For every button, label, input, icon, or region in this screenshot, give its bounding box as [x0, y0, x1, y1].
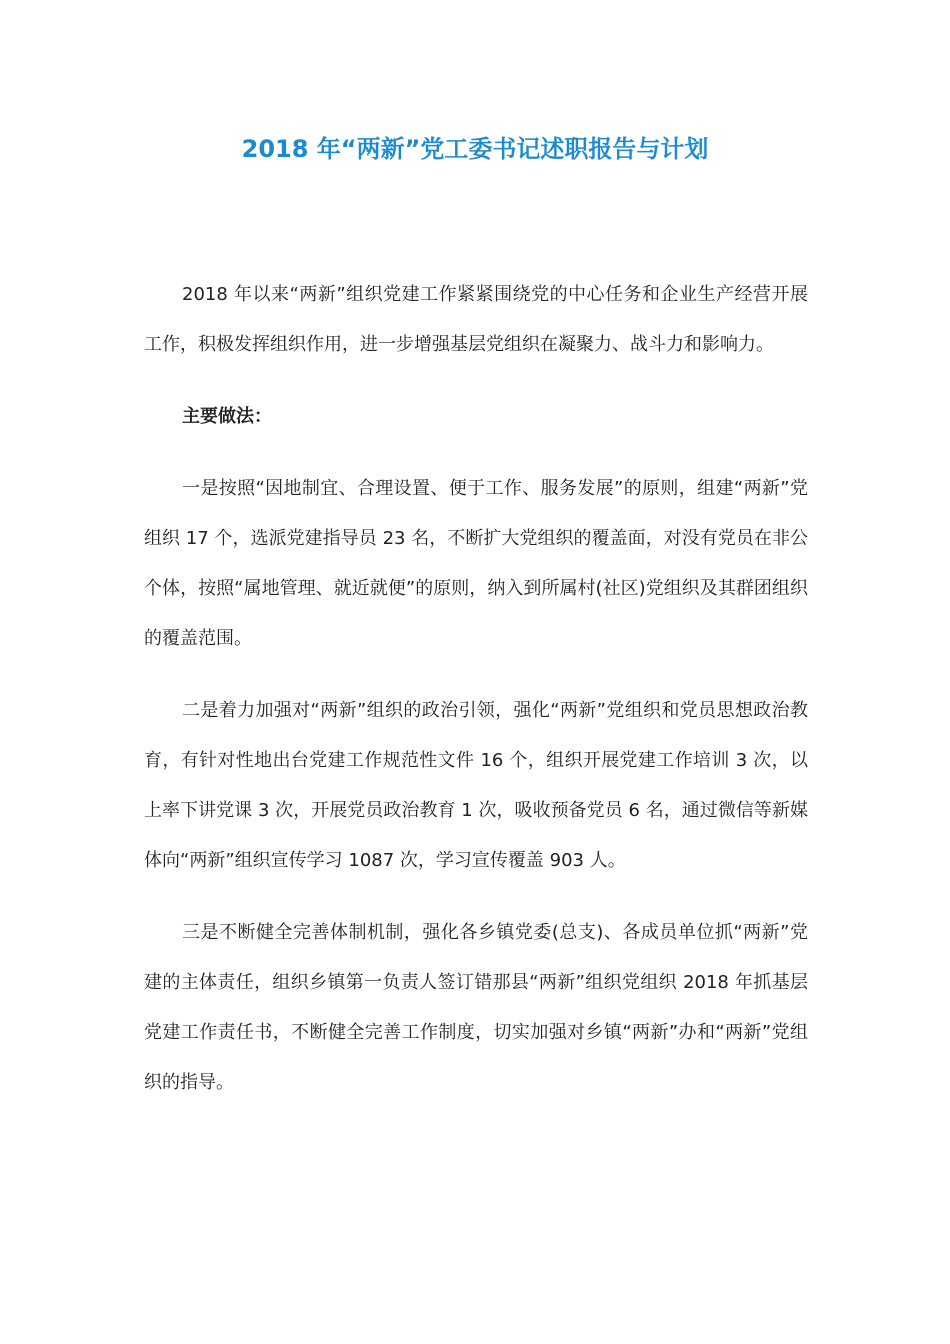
paragraph-first-measure: 一是按照“因地制宜、合理设置、便于工作、服务发展”的原则，组建“两新”党组织 17 个，选派党建指导员 23 名，不断扩大党组织的覆盖面，对没有党员在非公个体，按照“属地管理、就近就便”的原则，纳入到所属村(社区)党组织及其群团组织的覆盖范围。	[144, 478, 808, 649]
document-title: 2018 年“两新”党工委书记述职报告与计划	[241, 135, 709, 163]
paragraph-second-measure: 二是着力加强对“两新”组织的政治引领，强化“两新”党组织和党员思想政治教育，有针对性地出台党建工作规范性文件 16 个，组织开展党建工作培训 3 次，以上率下讲党课 3 次，开展党员政治教育 1 次，吸收预备党员 6 名，通过微信等新媒体向“两新”组织宣传学习 1087 次，学习宣传覆盖 903 人。	[144, 700, 808, 871]
paragraph-intro: 2018 年以来“两新”组织党建工作紧紧围绕党的中心任务和企业生产经营开展工作，积极发挥组织作用，进一步增强基层党组织在凝聚力、战斗力和影响力。	[144, 284, 808, 355]
paragraph-third-measure: 三是不断健全完善体制机制，强化各乡镇党委(总支)、各成员单位抓“两新”党建的主体责任，组织乡镇第一负责人签订错那县“两新”组织党组织 2018 年抓基层党建工作责任书，不断健全完善工作制度，切实加强对乡镇“两新”办和“两新”党组织的指导。	[144, 922, 808, 1093]
section-heading: 主要做法：	[182, 406, 272, 427]
document-body	[144, 270, 808, 1130]
